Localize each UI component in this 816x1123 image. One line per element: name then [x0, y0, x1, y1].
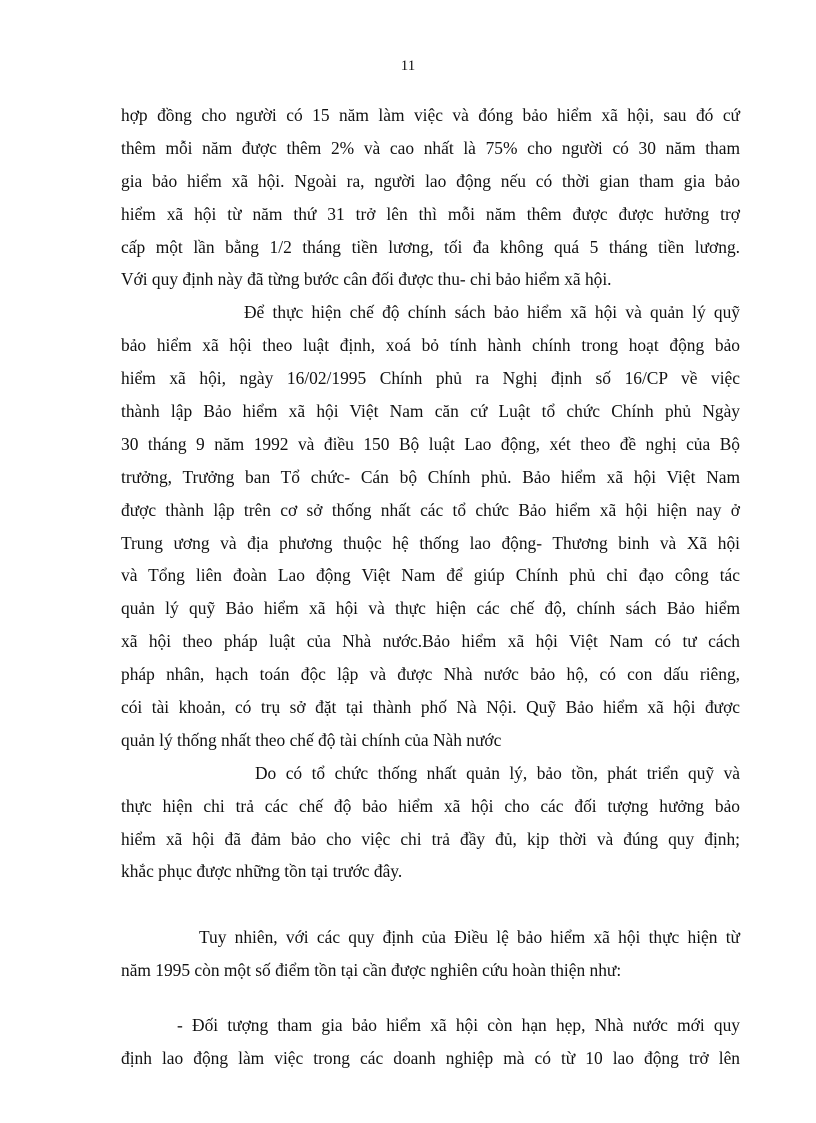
text-line: Do có tổ chức thống nhất quản lý, bảo tồn, phát triển quỹ và: [255, 762, 740, 783]
text-line: gia bảo hiểm xã hội. Ngoài ra, người lao động nếu có thời gian tham gia bảo: [121, 170, 740, 191]
document-body: [121, 99, 740, 1075]
text-line: định lao động làm việc trong các doanh nghiệp mà có từ 10 lao động trở lên: [121, 1048, 740, 1069]
paragraph: [121, 99, 740, 296]
text-line: thành lập Bảo hiểm xã hội Việt Nam căn cứ Luật tổ chức Chính phủ Ngày: [121, 401, 740, 422]
paragraph: [121, 757, 740, 889]
text-line: hợp đồng cho người có 15 năm làm việc và đóng bảo hiểm xã hội, sau đó cứ: [121, 105, 740, 125]
text-line: và Tổng liên đoàn Lao động Việt Nam để giúp Chính phủ chỉ đạo công tác: [121, 565, 740, 586]
text-line: cấp một lần bằng 1/2 tháng tiền lương, tối đa không quá 5 tháng tiền lương.: [121, 236, 740, 257]
text-line: thêm mỗi năm được thêm 2% và cao nhất là 75% cho người có 30 năm tham: [121, 137, 740, 158]
text-line: 30 tháng 9 năm 1992 và điều 150 Bộ luật Lao động, xét theo đề nghị của Bộ: [121, 433, 740, 454]
page-number: 11: [400, 58, 416, 74]
paragraph-spacer: [121, 987, 740, 1009]
text-line: Để thực hiện chế độ chính sách bảo hiểm xã hội và quản lý quỹ: [244, 302, 740, 323]
text-line: quản lý quỹ Bảo hiểm xã hội và thực hiện các chế độ, chính sách Bảo hiểm: [121, 598, 740, 619]
text-line: xã hội theo pháp luật của Nhà nước.Bảo hiểm xã hội Việt Nam có tư cách: [121, 631, 740, 652]
text-line: được thành lập trên cơ sở thống nhất các tổ chức Bảo hiểm xã hội hiện nay ở: [121, 499, 740, 520]
text-line: cói tài khoản, có trụ sở đặt tại thành phố Nà Nội. Quỹ Bảo hiểm xã hội được: [121, 697, 740, 718]
text-line: hiểm xã hội đã đảm bảo cho việc chi trả đầy đủ, kịp thời và đúng quy định;: [121, 828, 740, 849]
text-line: trưởng, Trưởng ban Tổ chức- Cán bộ Chính phủ. Bảo hiểm xã hội Việt Nam: [121, 466, 740, 487]
text-line: bảo hiểm xã hội theo luật định, xoá bỏ tính hành chính trong hoạt động bảo: [121, 335, 740, 356]
text-line: hiểm xã hội, ngày 16/02/1995 Chính phủ ra Nghị định số 16/CP về việc: [121, 368, 740, 389]
text-line: Trung ương và địa phương thuộc hệ thống lao động- Thương binh và Xã hội: [121, 532, 740, 553]
text-line: quản lý thống nhất theo chế độ tài chính của Nàh nước: [121, 729, 502, 750]
text-line: pháp nhân, hạch toán độc lập và được Nhà nước bảo hộ, có con dấu riêng,: [121, 664, 740, 685]
text-line: thực hiện chi trả các chế độ bảo hiểm xã hội cho các đối tượng hưởng bảo: [121, 795, 740, 816]
text-line: Tuy nhiên, với các quy định của Điều lệ bảo hiểm xã hội thực hiện từ: [199, 927, 740, 948]
paragraph: [121, 296, 740, 756]
text-line: hiểm xã hội từ năm thứ 31 trở lên thì mỗi năm thêm được được hưởng trợ: [121, 203, 740, 224]
text-line: năm 1995 còn một số điểm tồn tại cần được nghiên cứu hoàn thiện như:: [121, 960, 622, 981]
text-line: khắc phục được những tồn tại trước đây.: [121, 861, 403, 882]
paragraph: [121, 921, 740, 987]
text-line: - Đối tượng tham gia bảo hiểm xã hội còn hạn hẹp, Nhà nước mới quy: [177, 1015, 740, 1036]
text-line: Với quy định này đã từng bước cân đối được thu- chi bảo hiểm xã hội.: [121, 269, 612, 290]
paragraph-spacer: [121, 888, 740, 921]
paragraph: [121, 1009, 740, 1075]
